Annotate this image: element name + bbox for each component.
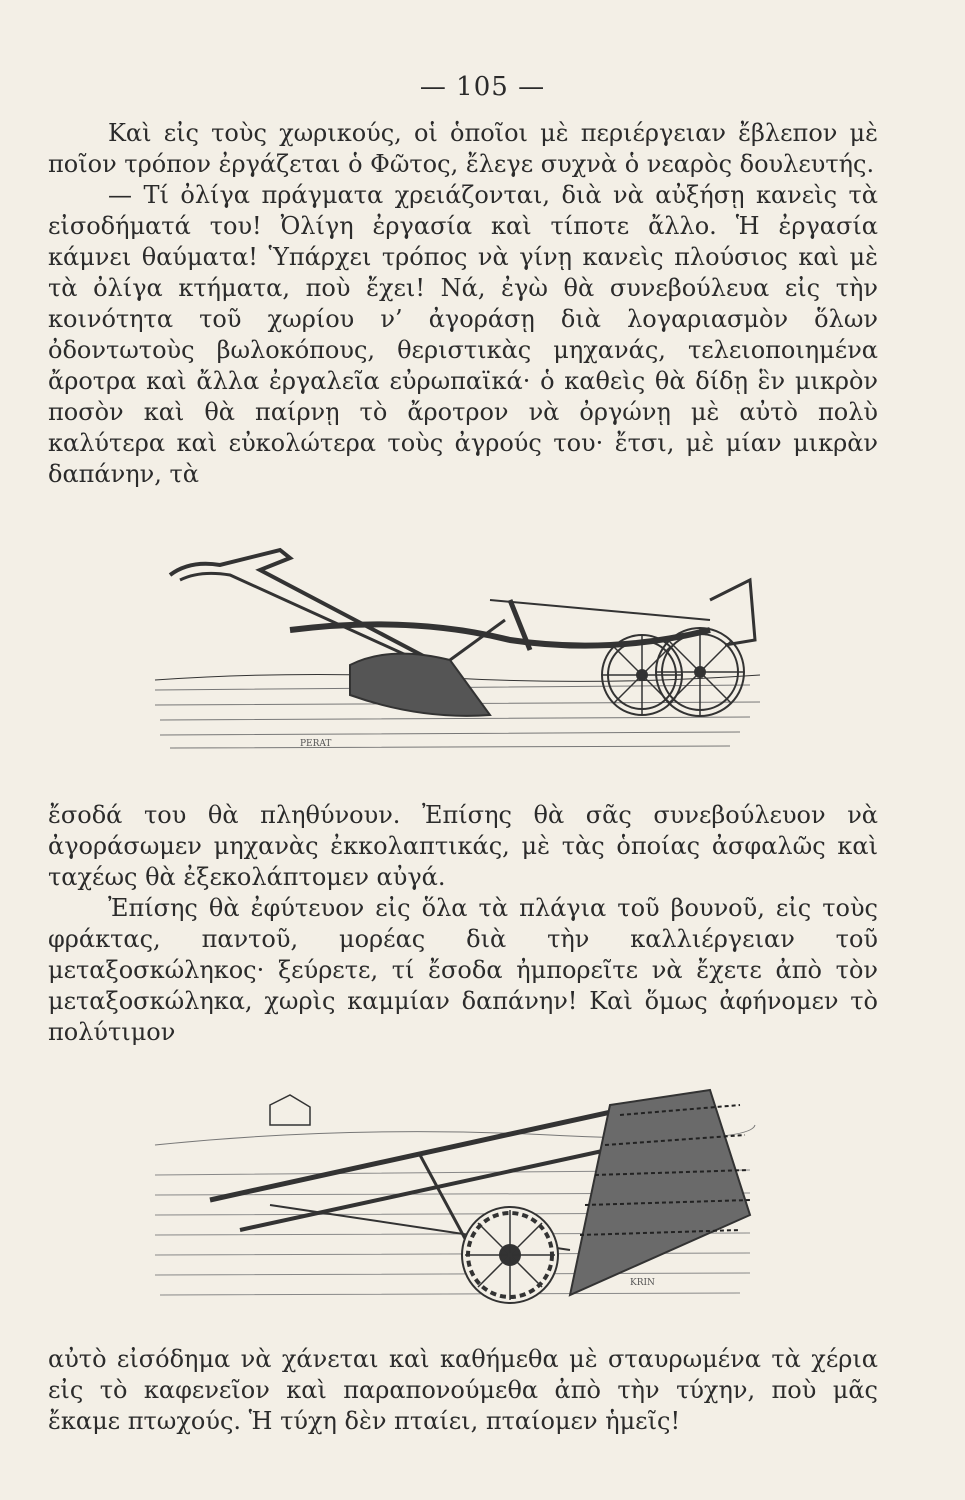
engraver-signature: PERAT: [300, 739, 332, 749]
roller-illustration: [150, 1085, 760, 1320]
paragraph: — Τί ὀλίγα πράγματα χρειάζονται, διὰ νὰ αὐξήσῃ κανεὶς τὰ εἰσοδήματά του! Ὀλίγη ἐργασία καὶ τίποτε ἄλλο. Ἡ ἐργασία κάμνει θαύματα! Ὑπάρχει τρόπος νὰ γίνῃ κανεὶς πλούσιος καὶ μὲ τὰ ὀλίγα κτήματα, ποὺ ἔχει! Νά, ἐγὼ θὰ συνεβούλευα εἰς τὴν κοινότητα τοῦ χωρίου ν’ ἀγοράσῃ διὰ λογαριασμὸν ὅλων ὀδοντωτοὺς βωλοκόπους, θεριστικὰς μηχανάς, τελειοποιημένα ἄροτρα καὶ ἄλλα ἐργαλεῖα εὐρωπαϊκά· ὁ καθεὶς θὰ δίδῃ ἓν μικρὸν ποσὸν καὶ θὰ παίρνῃ τὸ ἄροτρον νὰ ὀργώνῃ μὲ αὐτὸ πολὺ καλύτερα καὶ εὐκολώτερα τοὺς ἀγρούς του· ἔτσι, μὲ μίαν μικρὰν δαπάνην, τὰ: [48, 181, 878, 488]
plough-icon: [150, 520, 770, 770]
roller-icon: [150, 1085, 760, 1320]
paragraph: ἔσοδά του θὰ πληθύνουν. Ἐπίσης θὰ σᾶς συνεβούλευον νὰ ἀγοράσωμεν μηχανὰς ἐκκολαπτικάς, μὲ τὰς ὁποίας ἀσφαλῶς καὶ ταχέως θὰ ἐξεκολάπτομεν αὐγά.: [48, 801, 878, 891]
text-block-top: [48, 118, 878, 490]
plough-illustration: [150, 520, 770, 770]
paragraph: αὐτὸ εἰσόδημα νὰ χάνεται καὶ καθήμεθα μὲ σταυρωμένα τὰ χέρια εἰς τὸ καφενεῖον καὶ παραπονούμεθα ἀπὸ τὴν τύχην, ποὺ μᾶς ἔκαμε πτωχούς. Ἡ τύχη δὲν πταίει, πταίομεν ἡμεῖς!: [48, 1345, 878, 1435]
text-block-middle: [48, 800, 878, 1048]
page-number: — 105 —: [419, 72, 546, 102]
text-block-bottom: [48, 1344, 878, 1437]
engraver-signature: KRIN: [630, 1278, 655, 1288]
paragraph: Ἐπίσης θὰ ἐφύτευον εἰς ὅλα τὰ πλάγια τοῦ βουνοῦ, εἰς τοὺς φράκτας, παντοῦ, μορέας διὰ τὴν καλλιέργειαν τοῦ μεταξοσκώληκος· ξεύρετε, τί ἔσοδα ἠμπορεῖτε νὰ ἔχετε ἀπὸ τὸν μεταξοσκώληκα, χωρὶς καμμίαν δαπάνην! Καὶ ὅμως ἀφήνομεν τὸ πολύτιμον: [48, 894, 878, 1046]
paragraph: Καὶ εἰς τοὺς χωρικούς, οἱ ὁποῖοι μὲ περιέργειαν ἔβλεπον μὲ ποῖον τρόπον ἐργάζεται ὁ Φῶτος, ἔλεγε συχνὰ ὁ νεαρὸς δουλευτής.: [48, 119, 878, 178]
